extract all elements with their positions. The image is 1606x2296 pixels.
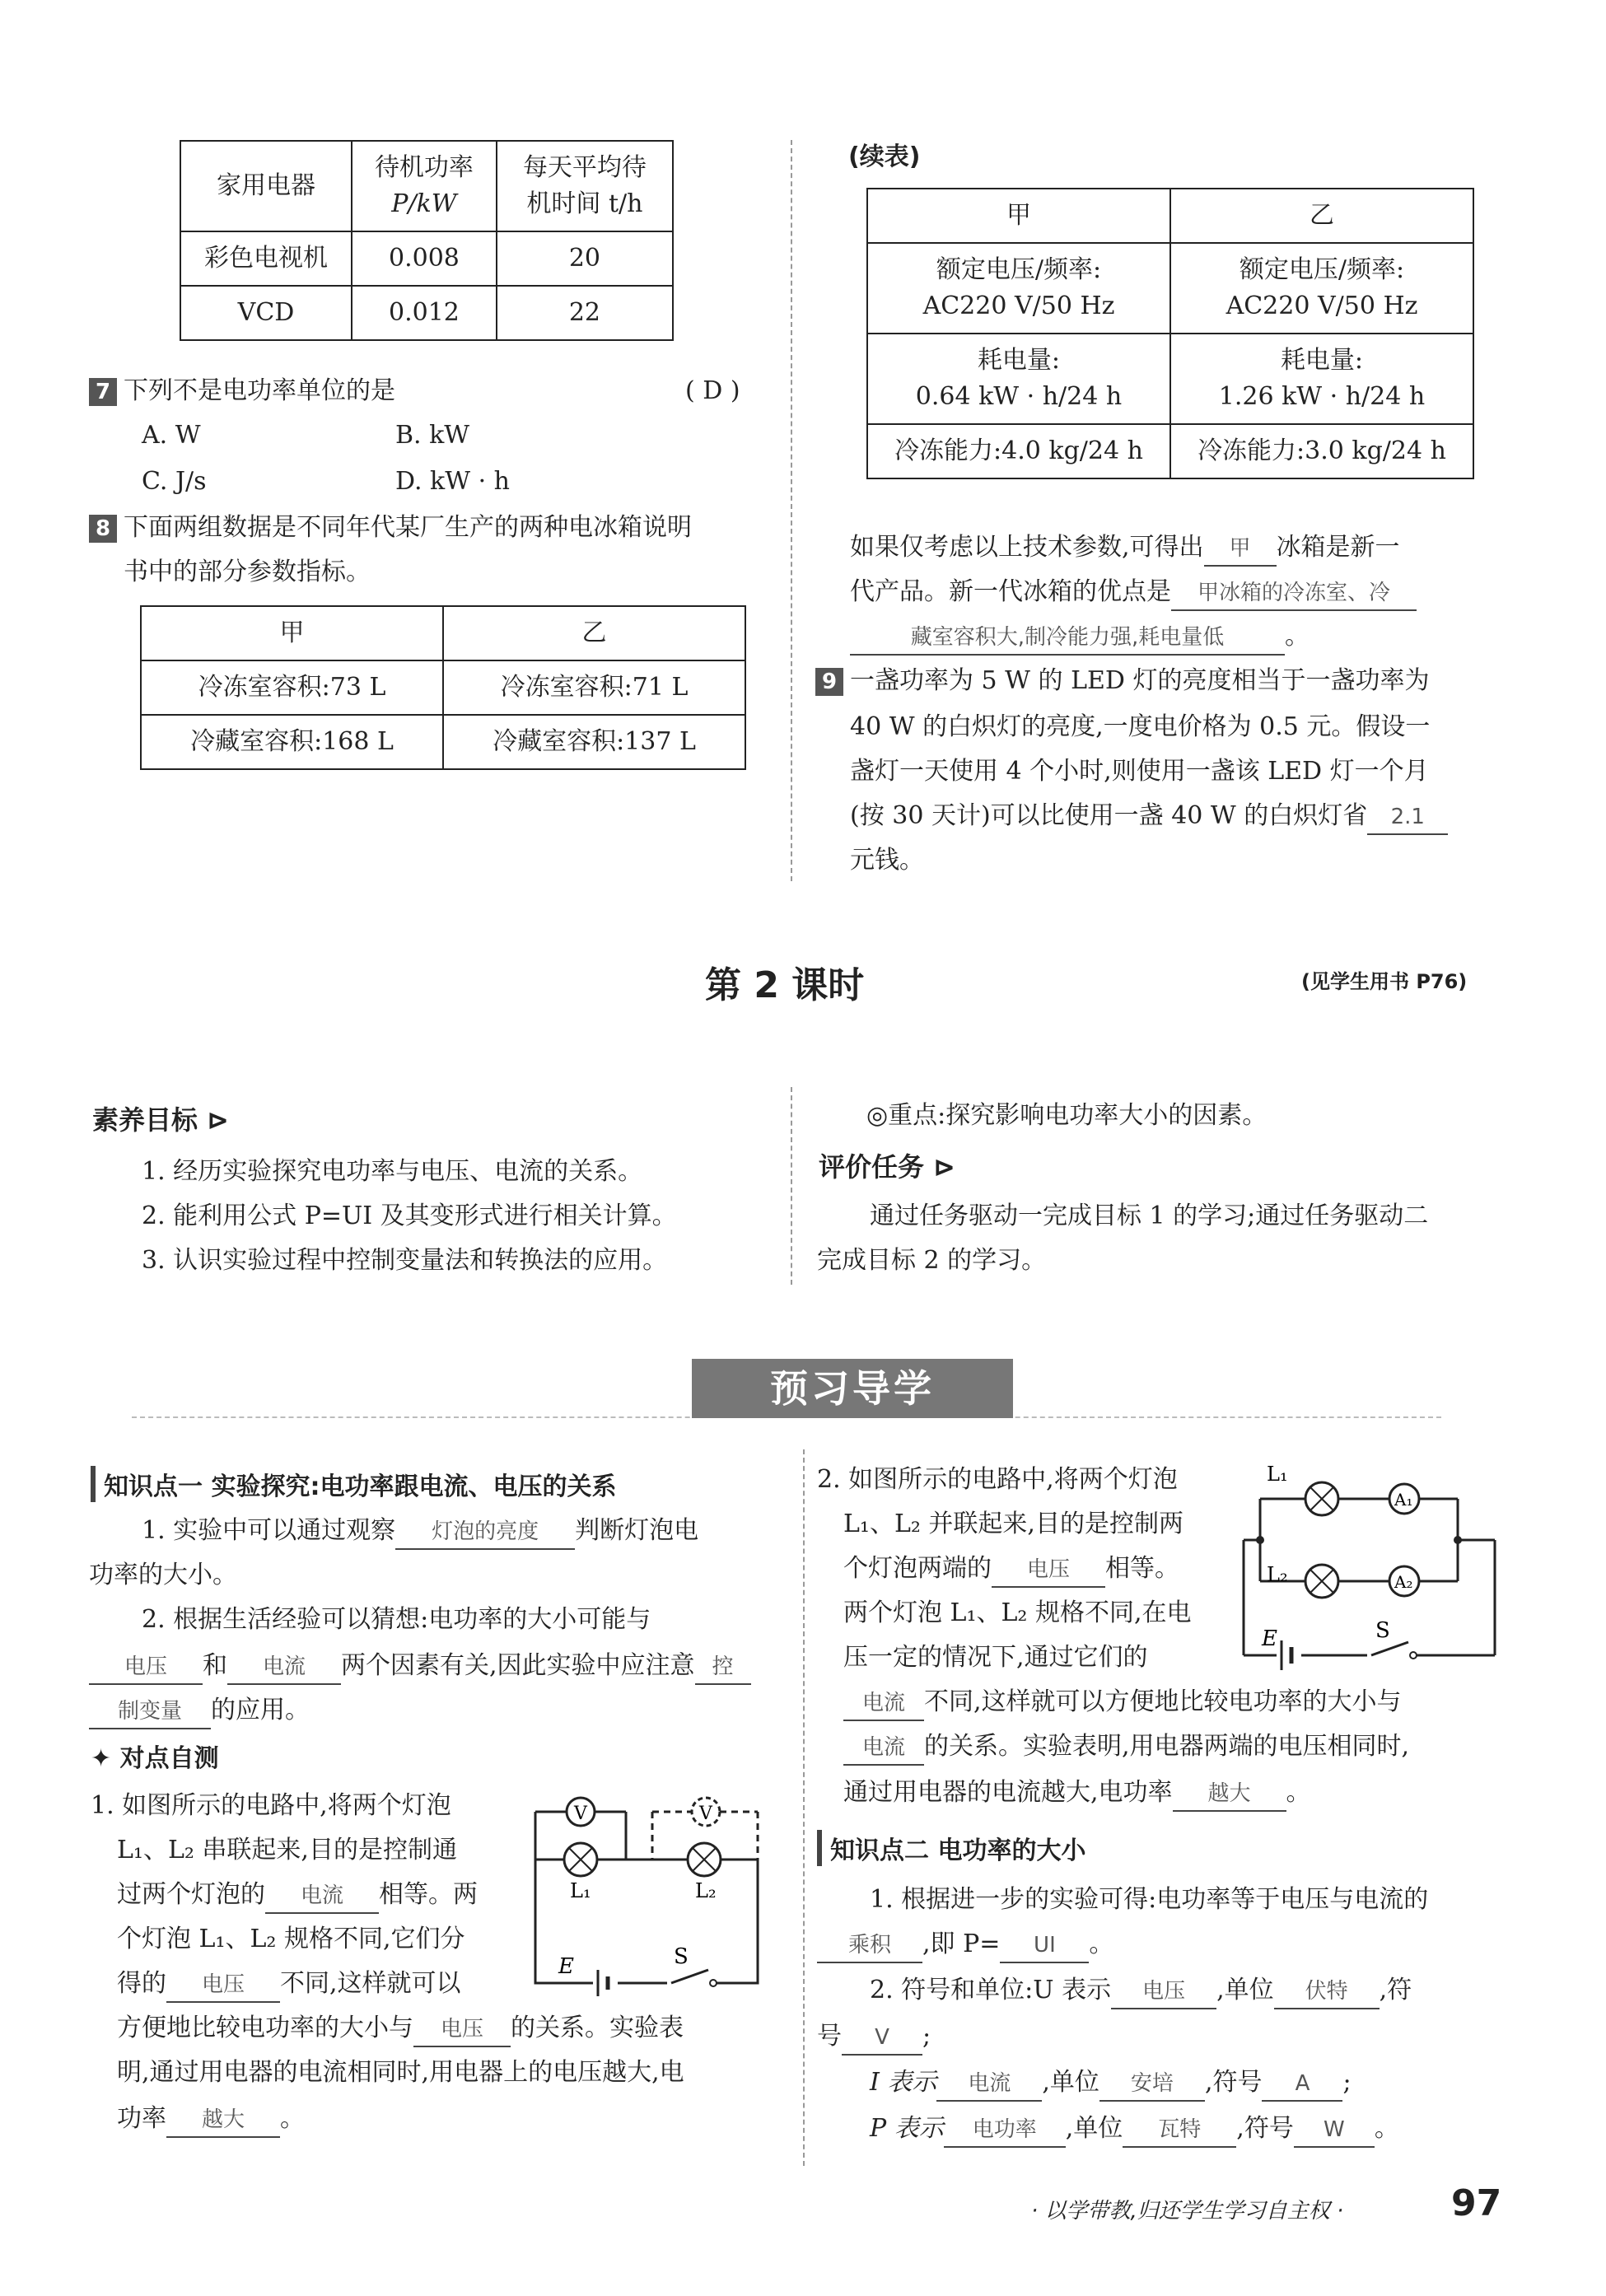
q9-line-5: 元钱。 (850, 846, 924, 875)
s1-l8: 功率 越大 。 (117, 2097, 305, 2141)
task-line-1: 通过任务驱动一完成目标 1 的学习;通过任务驱动二 (870, 1202, 1429, 1230)
circuit2-e-label: E (1262, 1626, 1277, 1651)
k2-l1: 1. 根据进一步的实验可得:电功率等于电压与电流的 (870, 1885, 1429, 1914)
s2-l5: 压一定的情况下,通过它们的 (843, 1643, 1148, 1672)
table-cell: 额定电压/频率: AC220 V/50 Hz (867, 243, 1170, 334)
lesson-reference: (见学生用书 P76) (1301, 970, 1468, 993)
preview-banner: 预习导学 (692, 1359, 1013, 1418)
table-cell: 耗电量: 1.26 kW · h/24 h (1170, 334, 1473, 424)
cont-text-2: 代产品。新一代冰箱的优点是 甲冰箱的冷冻室、冷 (850, 570, 1417, 614)
k1-p2-2: 电压 和 电流 两个因素有关,因此实验中应注意 控 (89, 1644, 751, 1688)
table-header: 甲 (867, 189, 1170, 243)
s2-l6: 电流 不同,这样就可以方便地比较电功率的大小与 (843, 1680, 1402, 1724)
table-cell: 冷冻室容积:73 L (141, 660, 443, 715)
table-cell: 冷藏室容积:137 L (443, 715, 745, 769)
circuit1-l2-label: L₂ (695, 1879, 717, 1902)
circuit2-l2-label: L₂ (1267, 1563, 1288, 1586)
self-test-title: ✦ 对点自测 (91, 1744, 219, 1773)
k1-p1-2: 功率的大小。 (89, 1561, 237, 1589)
circuit1-voltmeter2-label: V (699, 1804, 712, 1824)
header-appliance: 家用电器 (180, 141, 352, 231)
k2-l6: P 表示 电功率 ,单位 瓦特 ,符号 W 。 (870, 2107, 1399, 2151)
footer-motto: · 以学带教,归还学生学习自主权 · (1031, 2199, 1344, 2224)
table-cell: 冷冻能力:3.0 kg/24 h (1170, 424, 1473, 478)
k2-l2: 乘积 ,即 P= UI 。 (817, 1922, 1113, 1967)
q7-option-c: C. J/s (142, 467, 207, 496)
goal-item-1: 1. 经历实验探究电功率与电压、电流的关系。 (142, 1157, 643, 1186)
s1-l4: 个灯泡 L₁、L₂ 规格不同,它们分 (117, 1925, 465, 1953)
s2-l2: L₁、L₂ 并联起来,目的是控制两 (843, 1510, 1183, 1538)
series-circuit-diagram (527, 1787, 774, 2001)
k1-p1: 1. 实验中可以通过观察 灯泡的亮度 判断灯泡电 (142, 1509, 698, 1553)
table-cell: 冷藏室容积:168 L (141, 715, 443, 769)
k1-p2: 2. 根据生活经验可以猜想:电功率的大小可能与 (142, 1605, 651, 1634)
table-cell: 耗电量: 0.64 kW · h/24 h (867, 334, 1170, 424)
s1-l6: 方便地比较电功率的大小与 电压 的关系。实验表 (117, 2006, 684, 2051)
k2-l4: 号 V ; (817, 2014, 931, 2059)
q7-stem: 7 下列不是电功率单位的是 (89, 369, 395, 413)
s1-l7: 明,通过用电器的电流相同时,用电器上的电压越大,电 (117, 2058, 684, 2087)
fridge-table-continued (866, 188, 1474, 479)
k2-title: 知识点二 电功率的大小 (817, 1830, 1085, 1866)
table-header: 乙 (1170, 189, 1473, 243)
table-cell: 彩色电视机 (180, 231, 352, 286)
q9-line-4: (按 30 天计)可以比使用一盏 40 W 的白炽灯省 2.1 (850, 794, 1448, 838)
appliance-table (180, 140, 674, 341)
q7-option-b: B. kW (395, 421, 470, 450)
s2-l3: 个灯泡两端的 电压 相等。 (843, 1547, 1179, 1591)
key-point: ◎重点:探究影响电功率大小的因素。 (866, 1101, 1268, 1130)
s2-l7: 电流 的关系。实验表明,用电器两端的电压相同时, (843, 1724, 1409, 1769)
q9-line-2: 40 W 的白炽灯的亮度,一度电价格为 0.5 元。假设一 (850, 712, 1431, 741)
s2-l4: 两个灯泡 L₁、L₂ 规格不同,在电 (843, 1598, 1192, 1627)
table-cell: 冷冻能力:4.0 kg/24 h (867, 424, 1170, 478)
circuit2-a2-label: A₂ (1394, 1572, 1413, 1592)
q8-stem-2: 书中的部分参数指标。 (124, 558, 371, 586)
s1-l5: 得的 电压 不同,这样就可以 (117, 1962, 461, 2006)
q9-line-3: 盏灯一天使用 4 个小时,则使用一盏该 LED 灯一个月 (850, 757, 1429, 786)
table-header: 甲 (141, 606, 443, 660)
page-number: 97 (1451, 2182, 1502, 2224)
goal-item-3: 3. 认识实验过程中控制变量法和转换法的应用。 (142, 1246, 668, 1275)
table-cell: VCD (180, 286, 352, 340)
table-header: 乙 (443, 606, 745, 660)
header-standby-time: 每天平均待 机时间 t/h (497, 141, 673, 231)
task-title: 评价任务 ⊳ (819, 1151, 955, 1183)
circuit1-l1-label: L₁ (570, 1879, 591, 1902)
s2-l8: 通过用电器的电流越大,电功率 越大 。 (843, 1771, 1311, 1815)
parallel-circuit-diagram (1227, 1458, 1507, 1680)
q7-option-a: A. W (142, 421, 201, 450)
k1-p2-3: 制变量 的应用。 (89, 1688, 310, 1733)
circuit1-voltmeter-label: V (574, 1804, 587, 1824)
header-standby-power: 待机功率 P/kW (352, 141, 497, 231)
table-cell: 20 (497, 231, 673, 286)
s1-l3: 过两个灯泡的 电流 相等。两 (117, 1873, 478, 1917)
goal-item-2: 2. 能利用公式 P=UI 及其变形式进行相关计算。 (142, 1202, 677, 1230)
table-cell: 0.008 (352, 231, 497, 286)
table-cell: 22 (497, 286, 673, 340)
circuit1-e-label: E (558, 1954, 574, 1979)
k2-l3: 2. 符号和单位:U 表示 电压 ,单位 伏特 ,符 (870, 1968, 1412, 2013)
circuit2-s-label: S (1375, 1618, 1390, 1643)
q7-answer: ( D ) (685, 376, 740, 405)
cont-text-1: 如果仅考虑以上技术参数,可得出 甲 冰箱是新一 (850, 525, 1400, 570)
table-cell: 0.012 (352, 286, 497, 340)
cont-text-3: 藏室容积大,制冷能力强,耗电量低 。 (850, 614, 1310, 659)
s1-l1: 1. 如图所示的电路中,将两个灯泡 (91, 1791, 451, 1820)
q9-line-1: 9 一盏功率为 5 W 的 LED 灯的亮度相当于一盏功率为 (815, 659, 1429, 703)
s1-l2: L₁、L₂ 串联起来,目的是控制通 (117, 1836, 457, 1864)
circuit2-l1-label: L₁ (1267, 1463, 1288, 1486)
q7-option-d: D. kW · h (395, 467, 510, 496)
k1-title: 知识点一 实验探究:电功率跟电流、电压的关系 (91, 1466, 616, 1502)
k2-l5: I 表示 电流 ,单位 安培 ,符号 A ; (870, 2060, 1352, 2105)
q8-stem: 8 下面两组数据是不同年代某厂生产的两种电冰箱说明 (89, 506, 692, 550)
circuit2-a1-label: A₁ (1394, 1490, 1413, 1510)
lesson-title: 第 2 课时 (705, 964, 865, 1006)
table-cell: 冷冻室容积:71 L (443, 660, 745, 715)
fridge-table (140, 605, 746, 770)
circuit1-s-label: S (674, 1944, 689, 1969)
table-cell: 额定电压/频率: AC220 V/50 Hz (1170, 243, 1473, 334)
task-line-2: 完成目标 2 的学习。 (817, 1246, 1047, 1275)
continued-label: (续表) (848, 142, 921, 171)
goals-title: 素养目标 ⊳ (92, 1104, 229, 1136)
s2-l1: 2. 如图所示的电路中,将两个灯泡 (817, 1465, 1178, 1494)
